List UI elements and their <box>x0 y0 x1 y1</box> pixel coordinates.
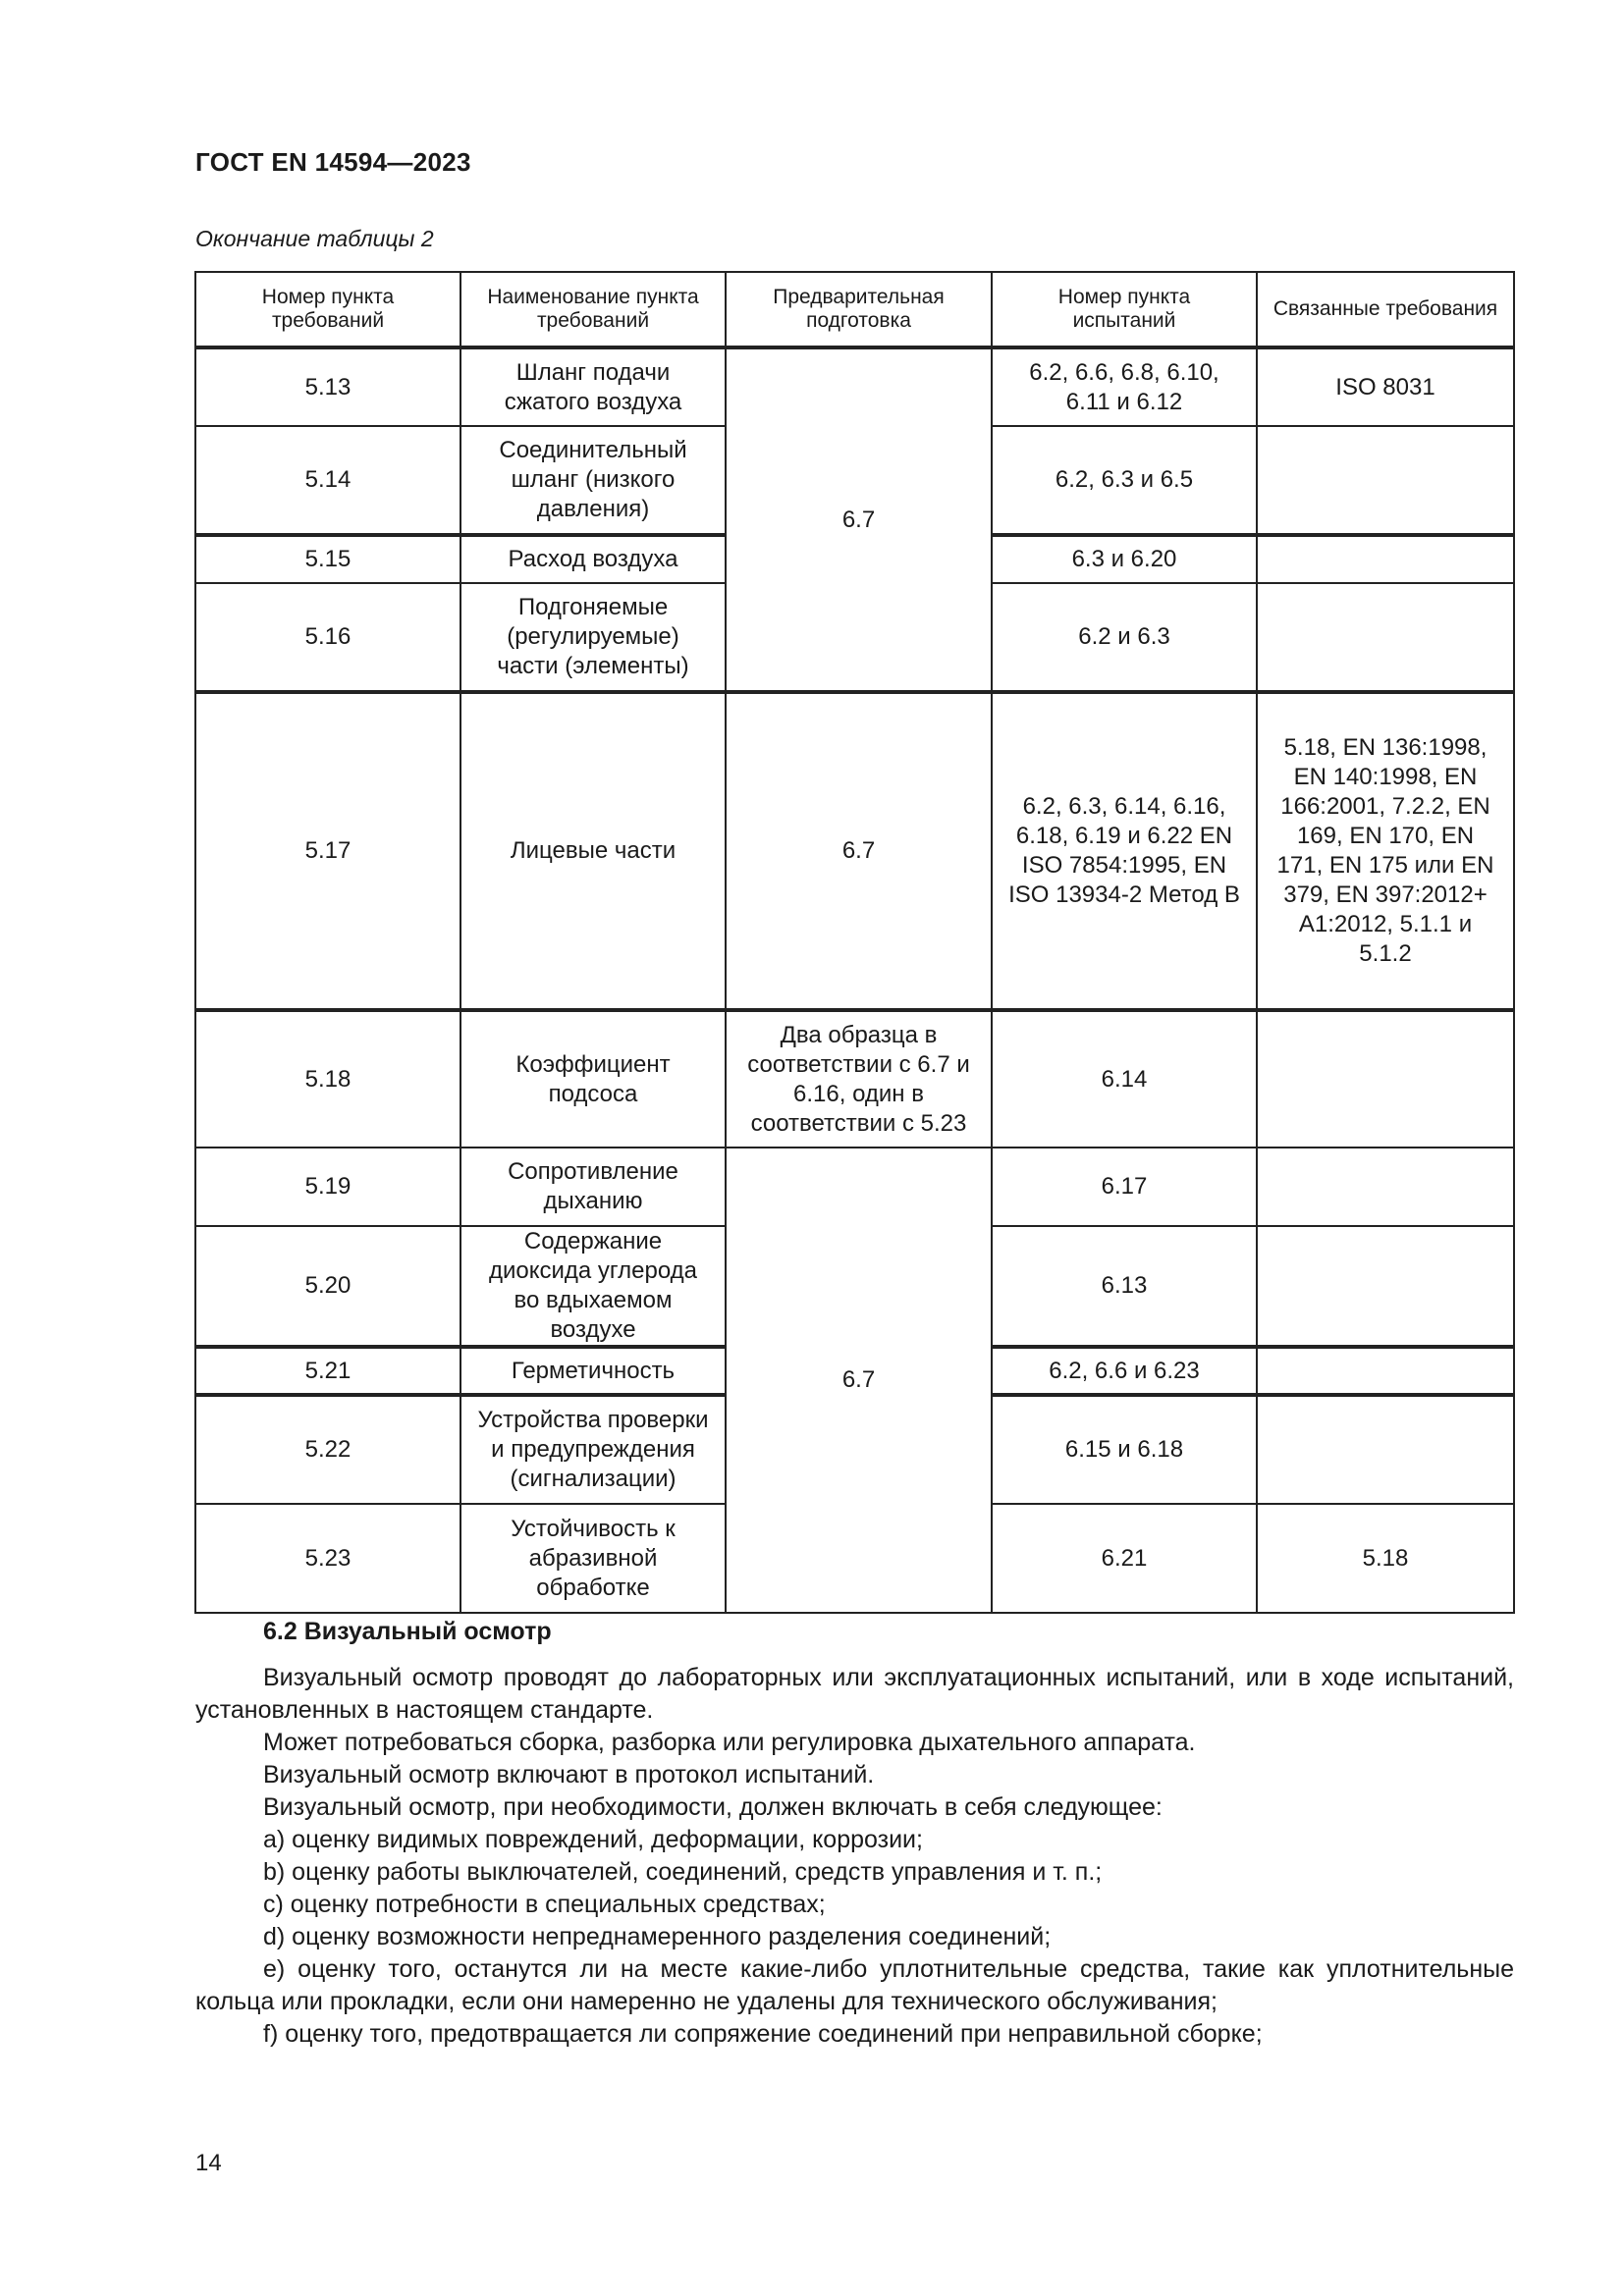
list-item: f) оценку того, предотвращается ли сопряжение соединений при неправильной сборке; <box>263 2020 1263 2048</box>
list-item: d) оценку возможности непреднамеренного разделения соединений; <box>263 1923 1052 1950</box>
list-item: b) оценку работы выключателей, соединений, средств управления и т. п.; <box>263 1858 1103 1886</box>
column-header: Номер пункта испытаний <box>992 272 1257 347</box>
cell-related <box>1257 1347 1514 1395</box>
section-visual-inspection <box>195 1618 1514 2051</box>
cell-name: Соединительный шланг (низкого давления) <box>460 426 726 535</box>
table-header-row <box>195 272 1514 347</box>
column-header: Номер пункта требований <box>195 272 460 347</box>
cell-test: 6.2, 6.6 и 6.23 <box>992 1347 1257 1395</box>
cell-num: 5.13 <box>195 347 460 426</box>
paragraph: Может потребоваться сборка, разборка или регулировка дыхательного аппарата. <box>263 1729 1196 1756</box>
table-row <box>195 347 1514 426</box>
cell-name: Герметичность <box>460 1347 726 1395</box>
cell-prep: 6.7 <box>726 347 992 692</box>
cell-name: Коэффициент подсоса <box>460 1010 726 1148</box>
cell-related <box>1257 1226 1514 1347</box>
paragraph: Визуальный осмотр проводят до лабораторных или эксплуатационных испытаний, или в ходе испытаний, установленных в настоящем стандарте. <box>195 1664 1514 1724</box>
section-heading: 6.2 Визуальный осмотр <box>263 1618 552 1645</box>
cell-test: 6.3 и 6.20 <box>992 535 1257 583</box>
cell-num: 5.23 <box>195 1504 460 1613</box>
cell-num: 5.20 <box>195 1226 460 1347</box>
table-row <box>195 1148 1514 1226</box>
cell-prep: 6.7 <box>726 692 992 1010</box>
cell-num: 5.22 <box>195 1395 460 1504</box>
cell-name: Устройства проверки и предупреждения (сигнализации) <box>460 1395 726 1504</box>
cell-related <box>1257 1395 1514 1504</box>
cell-related <box>1257 1148 1514 1226</box>
cell-name: Расход воздуха <box>460 535 726 583</box>
cell-num: 5.16 <box>195 583 460 692</box>
cell-test: 6.15 и 6.18 <box>992 1395 1257 1504</box>
cell-num: 5.19 <box>195 1148 460 1226</box>
table-caption: Окончание таблицы 2 <box>195 226 434 251</box>
cell-test: 6.14 <box>992 1010 1257 1148</box>
cell-test: 6.17 <box>992 1148 1257 1226</box>
cell-related <box>1257 1010 1514 1148</box>
cell-test: 6.2, 6.3 и 6.5 <box>992 426 1257 535</box>
paragraph: Визуальный осмотр включают в протокол испытаний. <box>263 1761 875 1789</box>
list-item: c) оценку потребности в специальных средствах; <box>263 1891 826 1918</box>
cell-related <box>1257 426 1514 535</box>
cell-test: 6.2, 6.6, 6.8, 6.10, 6.11 и 6.12 <box>992 347 1257 426</box>
cell-related: 5.18, EN 136:1998, EN 140:1998, EN 166:2001, 7.2.2, EN 169, EN 170, EN 171, EN 175 или EN 379, EN 397:2012+ A1:2012, 5.1.1 и 5.1.2 <box>1257 692 1514 1010</box>
page-number: 14 <box>195 2150 222 2176</box>
requirements-table <box>194 271 1515 1614</box>
cell-test: 6.2 и 6.3 <box>992 583 1257 692</box>
cell-num: 5.18 <box>195 1010 460 1148</box>
cell-related <box>1257 535 1514 583</box>
paragraph: Визуальный осмотр, при необходимости, должен включать в себя следующее: <box>263 1793 1163 1821</box>
cell-test: 6.13 <box>992 1226 1257 1347</box>
cell-test: 6.21 <box>992 1504 1257 1613</box>
cell-name: Лицевые части <box>460 692 726 1010</box>
column-header: Наименование пункта требований <box>460 272 726 347</box>
cell-name: Устойчивость к абразивной обработке <box>460 1504 726 1613</box>
cell-name: Содержание диоксида углерода во вдыхаемом воздухе <box>460 1226 726 1347</box>
cell-num: 5.17 <box>195 692 460 1010</box>
cell-prep: 6.7 <box>726 1148 992 1613</box>
table-row <box>195 1010 1514 1148</box>
cell-related: 5.18 <box>1257 1504 1514 1613</box>
cell-num: 5.15 <box>195 535 460 583</box>
cell-prep: Два образца в соответствии с 6.7 и 6.16, один в соответствии с 5.23 <box>726 1010 992 1148</box>
list-item: a) оценку видимых повреждений, деформации, коррозии; <box>263 1826 923 1853</box>
cell-name: Сопротивление дыханию <box>460 1148 726 1226</box>
cell-num: 5.21 <box>195 1347 460 1395</box>
cell-related <box>1257 583 1514 692</box>
cell-test: 6.2, 6.3, 6.14, 6.16, 6.18, 6.19 и 6.22 EN ISO 7854:1995, EN ISO 13934-2 Метод B <box>992 692 1257 1010</box>
cell-name: Подгоняемые (регулируемые) части (элементы) <box>460 583 726 692</box>
cell-num: 5.14 <box>195 426 460 535</box>
cell-related: ISO 8031 <box>1257 347 1514 426</box>
cell-name: Шланг подачи сжатого воздуха <box>460 347 726 426</box>
table-row <box>195 692 1514 1010</box>
list-item: e) оценку того, останутся ли на месте какие-либо уплотнительные средства, такие как уплотнительные кольца или прокладки, если они намеренно не удалены для технического обслуживания; <box>195 1955 1514 2015</box>
column-header: Предварительная подготовка <box>726 272 992 347</box>
document-code: ГОСТ EN 14594—2023 <box>195 147 471 177</box>
column-header: Связанные требования <box>1257 272 1514 347</box>
